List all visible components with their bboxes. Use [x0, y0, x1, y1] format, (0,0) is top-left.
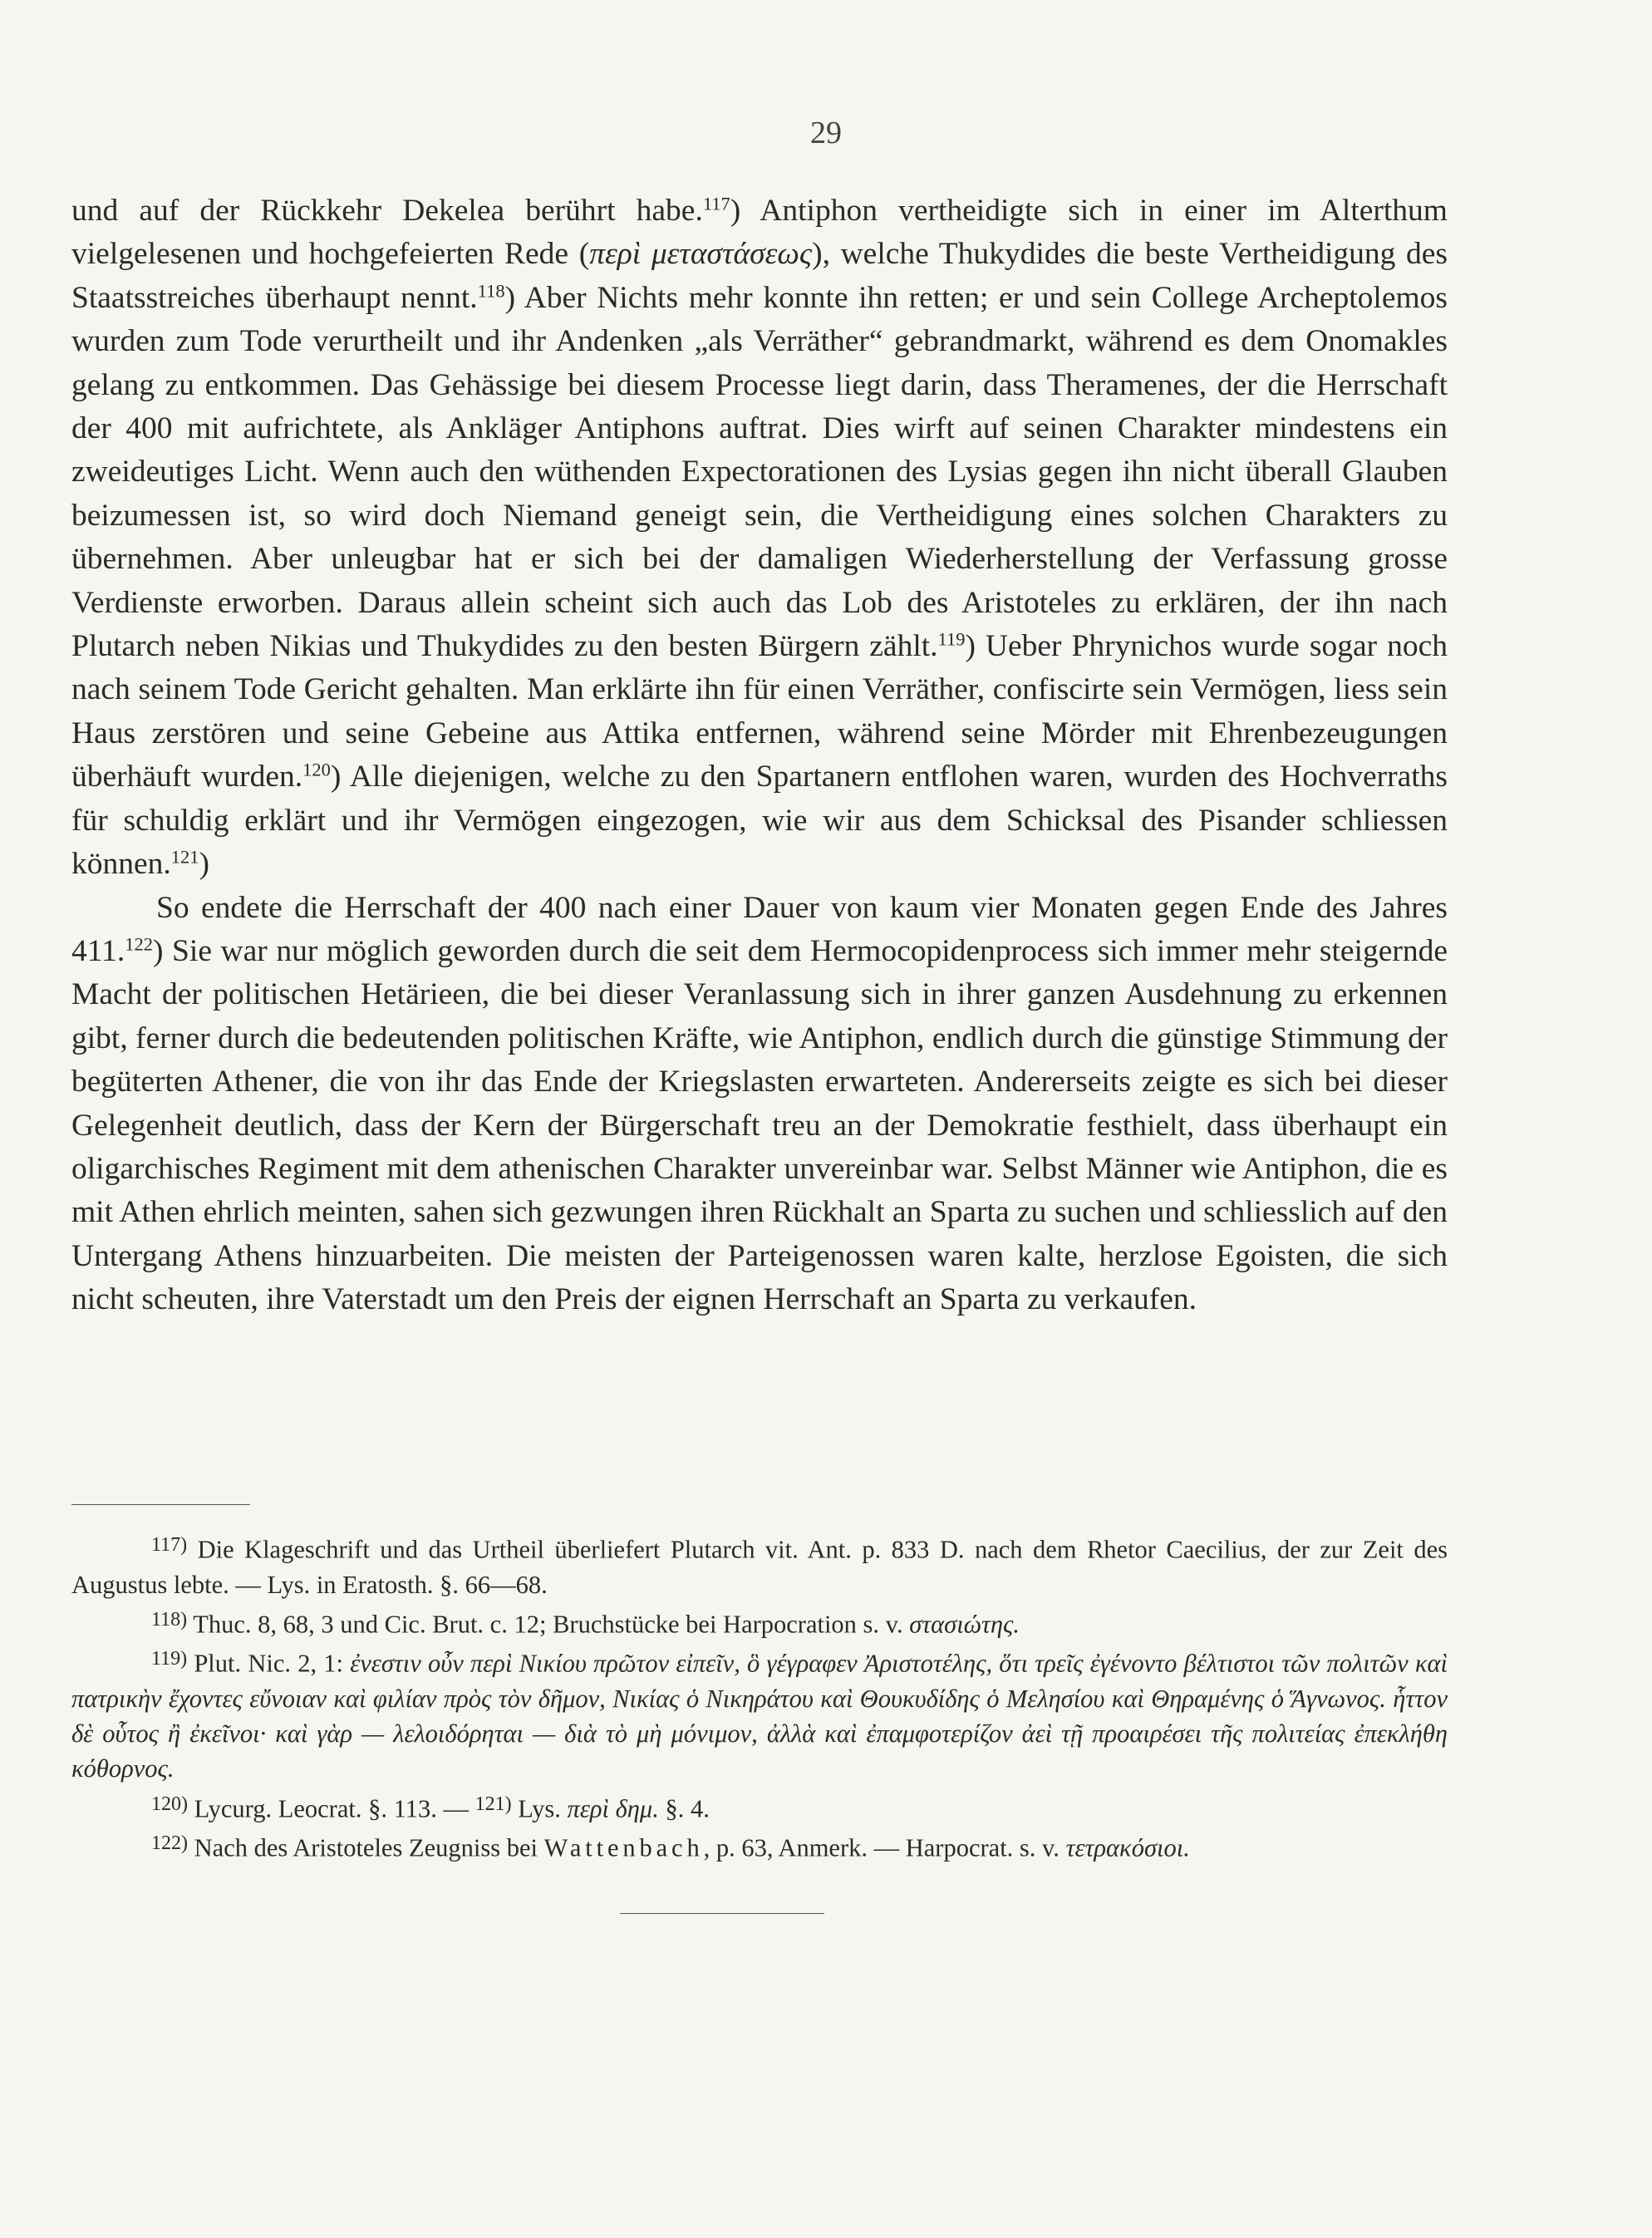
- text-run: ), welche Thukydides die beste Vertheidigung des Staatsstreiches überhaupt nennt.: [71, 237, 1448, 315]
- spaced-name: Wattenbach: [543, 1833, 704, 1862]
- footnote-number: 119): [151, 1648, 188, 1670]
- footnote-ref[interactable]: 120: [302, 759, 331, 780]
- footnote-text: Thuc. 8, 68, 3 und Cic. Brut. c. 12; Bruchstücke bei Harpocration s. v.: [193, 1610, 903, 1639]
- footnote-greek: στασιώτης.: [909, 1610, 1020, 1639]
- footnote-120-121: [71, 1787, 1448, 1827]
- footnote-117: [71, 1527, 1448, 1602]
- footnote-greek: τετρακόσιοι.: [1065, 1833, 1190, 1862]
- footnote-divider: [71, 1504, 250, 1505]
- footnote-text: , p. 63, Anmerk. — Harpocrat. s. v.: [703, 1833, 1060, 1862]
- main-text: [71, 189, 1448, 1322]
- footnote-number: 118): [151, 1608, 188, 1631]
- text-run: und auf der Rückkehr Dekelea berührt habe.: [71, 194, 703, 228]
- footnote-ref[interactable]: 117: [702, 193, 730, 214]
- footnote-ref[interactable]: 122: [125, 933, 153, 955]
- footnote-text: Die Klageschrift und das Urtheil überliefert Plutarch vit. Ant. p. 833 D. nach dem Rhetor Caecilius, der zur Zeit des Augustus lebte. — Lys. in Eratosth. §. 66—68.: [71, 1535, 1448, 1599]
- footnote-ref[interactable]: 121: [170, 846, 199, 868]
- text-run: So endete die Herrschaft der 400 nach einer Dauer von kaum vier Monaten gegen Ende des Jahres 411.: [71, 890, 1448, 968]
- text-run: ): [199, 847, 210, 882]
- footnote-text: Nach des Aristoteles Zeugniss bei: [194, 1833, 538, 1862]
- text-run: ) Ueber Phrynichos wurde sogar noch nach seinem Tode Gericht gehalten. Man erklärte ihn für einen Verräther, confiscirte sein Vermögen, liess sein Haus zerstören und seine Gebeine aus Attika entfernen, während seine Mörder mit Ehrenbezeugungen überhäuft wurden.: [71, 629, 1448, 794]
- footnote-119: [71, 1641, 1448, 1786]
- paragraph: [71, 189, 1448, 887]
- footnote-ref[interactable]: 119: [937, 628, 966, 650]
- text-run: ) Antiphon vertheidigte sich in einer im Alterthum vielgelesenen und hochgefeierten Rede (: [71, 194, 1448, 272]
- footnote-text: Lycurg. Leocrat. §. 113. —: [194, 1793, 469, 1822]
- footnote-text: Lys.: [518, 1793, 561, 1822]
- text-run: ) Alle diejenigen, welche zu den Spartanern entflohen waren, wurden des Hochverraths für schuldig erklärt und ihr Vermögen eingezogen, wie wir aus dem Schicksal des Pisander schliessen können.: [71, 760, 1448, 882]
- footnote-greek: περὶ δημ.: [567, 1793, 659, 1822]
- footnote-number: 122): [151, 1832, 188, 1855]
- footnote-greek: ἐνεστιν οὖν περὶ Νικίου πρῶτον εἰπεῖν, ὃ γέγραφεν Ἀριστοτέλης, ὅτι τρεῖς ἐγένοντο βέλτιστοι τῶν πολιτῶν καὶ πατρικὴν ἔχοντες εὔνοιαν καὶ φιλίαν πρὸς τὸν δῆμον, Νικίας ὁ Νικηράτου καὶ Θουκυδίδης ὁ Μελησίου καὶ Θηραμένης ὁ Ἅγνωνος. ἧττον δὲ οὗτος ἢ ἐκεῖνοι· καὶ γὰρ — λελοιδόρηται — διὰ τὸ μὴ μόνιμον, ἀλλὰ καὶ ἐπαμφοτερίζον ἀεὶ τῇ προαιρέσει τῆς πολιτείας ἐπεκλήθη κόθορνος.: [71, 1649, 1448, 1783]
- footnote-ref[interactable]: 118: [477, 280, 505, 302]
- text-run: ) Aber Nichts mehr konnte ihn retten; er und sein College Archeptolemos wurden zum Tode verurtheilt und ihr Andenken „als Verräther“ gebrandmarkt, während es dem Onomakles gelang zu entkommen. Das Gehässige bei diesem Processe liegt darin, dass Theramenes, der die Herrschaft der 400 mit aufrichtete, als Ankläger Antiphons auftrat. Dies wirft auf seinen Charakter mindestens ein zweideutiges Licht. Wenn auch den wüthenden Expectorationen des Lysias gegen ihn nicht überall Glauben beizumessen ist, so wird doch Niemand geneigt sein, die Vertheidigung eines solchen Charakters zu übernehmen. Aber unleugbar hat er sich bei der damaligen Wiederherstellung der Verfassung grosse Verdienste erworben. Daraus allein scheint sich auch das Lob des Aristoteles zu erklären, der ihn nach Plutarch neben Nikias und Thukydides zu den besten Bürgern zählt.: [71, 280, 1448, 664]
- footnote-122: [71, 1826, 1448, 1866]
- paragraph: [71, 887, 1448, 1322]
- end-divider: [620, 1913, 824, 1914]
- footnote-118: [71, 1602, 1448, 1642]
- footnotes: [71, 1527, 1448, 1866]
- footnote-number: 121): [474, 1793, 512, 1815]
- footnote-text: Plut. Nic. 2, 1:: [194, 1649, 344, 1678]
- footnote-text: §. 4.: [665, 1793, 710, 1822]
- greek-title: περὶ μεταστάσεως: [589, 237, 813, 272]
- footnote-number: 117): [151, 1534, 188, 1556]
- text-run: ) Sie war nur möglich geworden durch die seit dem Hermocopidenprocess sich immer mehr steigernde Macht der politischen Hetärieen, die bei dieser Veranlassung sich in ihrer ganzen Ausdehnung zu erkennen gibt, ferner durch die bedeutenden politischen Kräfte, wie Antiphon, endlich durch die günstige Stimmung der begüterten Athener, die von ihr das Ende der Kriegslasten erwarteten. Andererseits zeigte es sich bei dieser Gelegenheit deutlich, dass der Kern der Bürgerschaft treu an der Demokratie festhielt, dass überhaupt ein oligarchisches Regiment mit dem athenischen Charakter unvereinbar war. Selbst Männer wie Antiphon, die es mit Athen ehrlich meinten, sahen sich gezwungen ihren Rückhalt an Sparta zu suchen und schliesslich auf den Untergang Athens hinzuarbeiten. Die meisten der Parteigenossen waren kalte, herzlose Egoisten, die sich nicht scheuten, ihre Vaterstadt um den Preis der eignen Herrschaft an Sparta zu verkaufen.: [71, 933, 1448, 1317]
- footnote-number: 120): [151, 1793, 188, 1815]
- page-number: 29: [810, 116, 842, 150]
